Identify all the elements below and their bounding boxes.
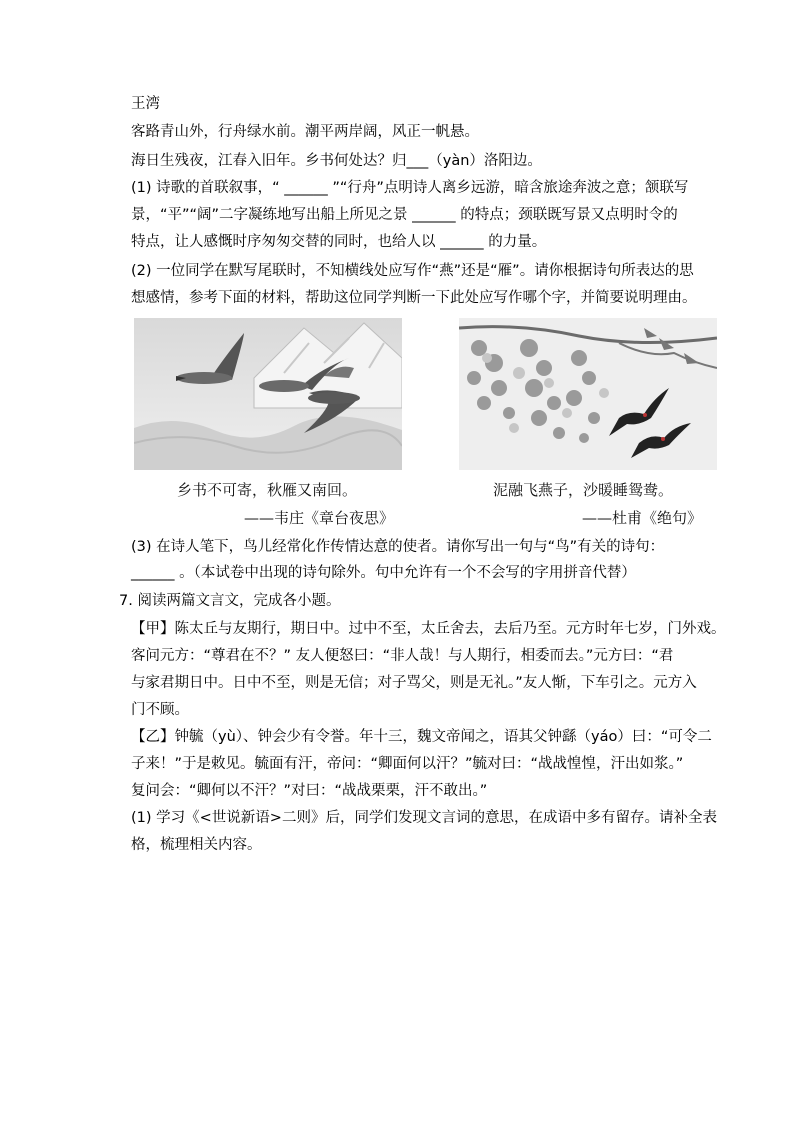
passage-b-line-3: 复问会：“卿何以不汗？”对曰：“战战栗栗，汗不敢出。” xyxy=(131,783,488,799)
question-1-line-1: (1) 诗歌的首联叙事，“ ______ ”“行舟”点明诗人离乡远游，暗含旅途奔波之意；颔联写 xyxy=(131,180,689,196)
question-7-1-line-2: 格，梳理相关内容。 xyxy=(131,837,262,853)
passage-a-line-2: 客问元方：“尊君在不？” 友人便怒曰：“非人哉！与人期行，相委而去。”元方曰：“君 xyxy=(131,648,674,664)
geese-painting-image xyxy=(134,318,402,470)
passage-b-line-2: 子来！”于是敕见。毓面有汗，帝问：“卿面何以汗？”毓对曰：“战战惶惶，汗出如浆。” xyxy=(131,756,684,772)
question-1-line-3: 特点，让人感慨时序匆匆交替的同时，也给人以 ______ 的力量。 xyxy=(131,234,547,250)
question-7-heading: 7. 阅读两篇文言文，完成各小题。 xyxy=(119,593,341,609)
question-2-line-1: (2) 一位同学在默写尾联时，不知横线处应写作“燕”还是“雁”。请你根据诗句所表达的思 xyxy=(131,263,694,279)
geese-illustration xyxy=(134,318,402,470)
swallows-painting-image xyxy=(459,318,717,470)
passage-b-line-1: 【乙】钟毓（yù）、钟会少有令誉。年十三，魏文帝闻之，语其父钟繇（yáo）曰：“可令二 xyxy=(131,729,712,745)
passage-a-line-3: 与家君期日中。日中不至，则是无信；对子骂父，则是无礼。”友人惭，下车引之。元方入 xyxy=(131,675,697,691)
question-3-line-2: ______ 。（本试卷中出现的诗句除外。句中允许有一个不会写的字用拼音代替） xyxy=(131,565,636,581)
poem-line-2: 海日生残夜，江春入旧年。乡书何处达？归___（yàn）洛阳边。 xyxy=(131,153,542,169)
question-2-line-2: 想感情，参考下面的材料，帮助这位同学判断一下此处应写作哪个字，并简要说明理由。 xyxy=(131,290,697,306)
poem-line-1: 客路青山外，行舟绿水前。潮平两岸阔，风正一帆悬。 xyxy=(131,124,479,140)
left-image-attribution: ——韦庄《章台夜思》 xyxy=(244,509,395,527)
right-image-attribution: ——杜甫《绝句》 xyxy=(582,509,703,527)
question-7-1-line-1: (1) 学习《<世说新语>二则》后，同学们发现文言词的意思，在成语中多有留存。请补全表 xyxy=(131,810,717,826)
swallows-illustration xyxy=(459,318,717,470)
question-3-line-1: (3) 在诗人笔下，鸟儿经常化作传情达意的使者。请你写出一句与“鸟”有关的诗句： xyxy=(131,539,665,555)
passage-a-line-1: 【甲】陈太丘与友期行，期日中。过中不至，太丘舍去，去后乃至。元方时年七岁，门外戏。 xyxy=(131,621,726,637)
passage-a-line-4: 门不顾。 xyxy=(131,702,189,718)
right-image-caption: 泥融飞燕子，沙暖睡鸳鸯。 xyxy=(493,481,674,499)
poet-name: 王湾 xyxy=(131,96,160,112)
question-1-line-2: 景，“平”“阔”二字凝练地写出船上所见之景 ______ 的特点；颈联既写景又点明时令的 xyxy=(131,207,678,223)
left-image-caption: 乡书不可寄，秋雁又南回。 xyxy=(177,481,358,499)
